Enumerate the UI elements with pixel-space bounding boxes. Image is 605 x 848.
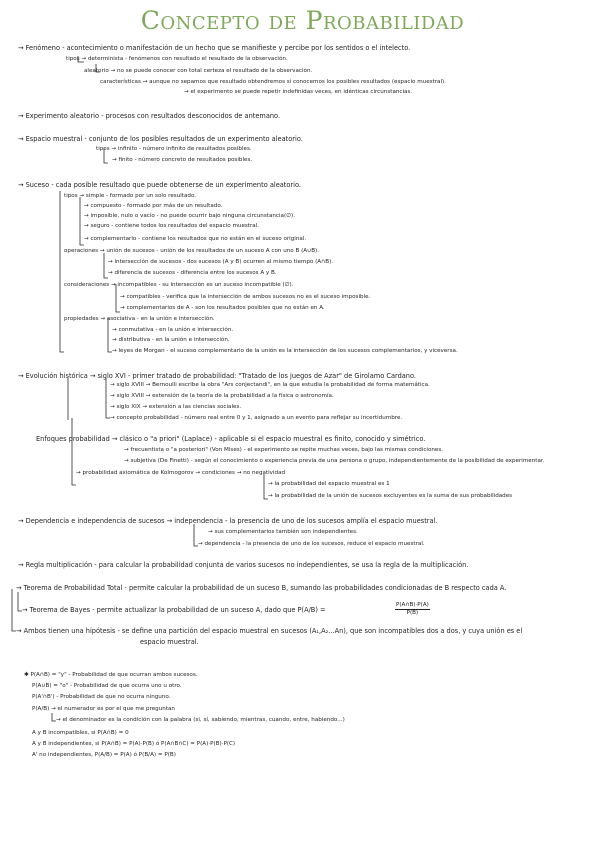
- suceso-propiedad-asociativa: propiedades → asociativa - en la unión e intersección.: [64, 316, 215, 322]
- page-title: Concepto de Probabilidad: [140, 6, 465, 35]
- nota-ninguno: P(A'∩B') - Probabilidad de que no ocurra ninguno.: [32, 694, 171, 700]
- enfoque-axiomatica: → probabilidad axiomática de Kolmogorov → condiciones → no negatividad: [76, 470, 286, 476]
- evolucion-siglo-xix: → siglo XIX → extensión a las ciencias sociales.: [110, 404, 242, 410]
- fenomeno-repeticion: → el experimento se puede repetir indefinidas veces, en idénticas circunstancias.: [184, 89, 413, 95]
- suceso-incompatibles: consideraciones → incompatibles - su intersección es un suceso incompatible (∅).: [64, 282, 294, 288]
- suceso-propiedad-conmutativa: → conmutativa - en la unión e intersección.: [112, 327, 234, 333]
- evolucion-concepto: → concepto probabilidad - número real entre 0 y 1, asignado a un evento para reflejar su incertidumbre.: [110, 415, 403, 421]
- fenomeno-tipo-aleatorio: aleatorio → no se puede conocer con total certeza el resultado de la observación.: [84, 68, 313, 74]
- suceso-operacion-union: operaciones → unión de sucesos - unión de los resultados de un suceso A con uno B (A∪B).: [64, 248, 320, 254]
- dependencia-complementarios: → sus complementarios también son independientes.: [208, 529, 358, 535]
- suceso-tipo-complementario: → complementario - contiene los resultados que no están en el suceso original.: [84, 236, 307, 242]
- teorema-probabilidad-total: → Teorema de Probabilidad Total - permite calcular la probabilidad de un suceso B, sumando las probabilidades condicionadas de B respecto cada A.: [16, 584, 507, 592]
- regla-multiplicacion: → Regla multiplicación - para calcular la probabilidad conjunta de varios sucesos no independientes, se usa la regla de la multiplicación.: [18, 561, 469, 569]
- bayes-numerator: P(A∩B)·P(A): [396, 602, 429, 608]
- fenomeno-tipo-determinista: tipos → determinista - fenómenos con resultado el resultado de la observación.: [66, 56, 288, 62]
- suceso-complementarios: → complementarios de A - son los resultados posibles que no están en A.: [120, 305, 325, 311]
- nota-condicionada-denominador: → el denominador es la condición con la palabra (si, sí, sabiendo, mientras, cuando, entre, habiendo...): [56, 717, 345, 723]
- teoremas-hipotesis: → Ambos tienen una hipótesis - se define una partición del espacio muestral en sucesos (A₁,A₂...An), que son incompatibles dos a dos, y cuya unión es el: [16, 627, 523, 635]
- suceso-tipo-compuesto: → compuesto - formado por más de un resultado.: [84, 203, 223, 209]
- nota-independientes: A y B independientes, si P(A∩B) = P(A)·P(B) ó P(A∩B∩C) = P(A)·P(B)·P(C): [32, 741, 236, 747]
- nota-incompatibles: A y B incompatibles, si P(A∩B) = 0: [32, 730, 129, 736]
- espacio-tipo-finito: → finito - número concreto de resultados posibles.: [112, 157, 253, 163]
- fenomeno-definition: → Fenómeno - acontecimiento o manifestación de un hecho que se manifieste y percibe por los sentidos o el intelecto.: [18, 44, 411, 52]
- suceso-tipo-seguro: → seguro - contiene todos los resultados del espacio muestral.: [84, 223, 260, 229]
- nota-condicionada-numerador: P(A/B) → el numerador es por el que me preguntan: [32, 706, 175, 712]
- dependencia-independencia: → Dependencia e independencia de sucesos → independencia - la presencia de uno de los sucesos amplía el espacio muestral.: [18, 517, 438, 525]
- teoremas-hipotesis-cont: espacio muestral.: [140, 638, 199, 646]
- dependencia-reduce: → dependencia - la presencia de uno de los sucesos, reduce el espacio muestral.: [198, 541, 425, 547]
- espacio-muestral-definition: → Espacio muestral - conjunto de los posibles resultados de un experimento aleatorio.: [18, 135, 303, 143]
- experimento-aleatorio: → Experimento aleatorio - procesos con resultados desconocidos de antemano.: [18, 112, 281, 120]
- suceso-leyes-morgan: → leyes de Morgan - el suceso complementario de la unión es la intersección de los sucesos complementarios, y viceversa.: [112, 348, 458, 354]
- suceso-propiedad-distributiva: → distributiva - en la unión e intersección.: [112, 337, 230, 343]
- enfoque-frecuentista: → frecuentista o "a posteriori" (Von Mises) - el experimento se repite muchas veces, bajo las mismas condiciones.: [124, 447, 444, 453]
- enfoque-subjetiva: → subjetiva (De Finetti) - según el conocimiento o experiencia previa de una persona o grupo, independientemente de la posibilidad de experimentar.: [124, 458, 545, 464]
- nota-interseccion: ✱ P(A∩B) = "y" - Probabilidad de que ocurran ambos sucesos.: [24, 672, 198, 678]
- teorema-bayes: → Teorema de Bayes - permite actualizar la probabilidad de un suceso A, dado que P(A/B) =: [22, 606, 326, 614]
- axioma-espacio-muestral: → la probabilidad del espacio muestral es 1: [268, 481, 390, 487]
- evolucion-bernoulli: → siglo XVIII → Bernoulli escribe la obra "Ars conjectandi", en la que estudia la probabilidad de forma matemática.: [110, 382, 430, 388]
- enfoque-clasico: Enfoques probabilidad → clásico o "a priori" (Laplace) - aplicable si el espacio muestral es finito, conocido y simétrico.: [36, 435, 426, 443]
- bayes-denominator: P(B): [406, 610, 419, 616]
- fenomeno-caracteristicas: características → aunque no sepamos que resultado obtendremos si conocemos los posibles resultados (espacio muestral).: [100, 79, 446, 85]
- axioma-union-excluyentes: → la probabilidad de la unión de sucesos excluyentes es la suma de sus probabilidades: [268, 493, 513, 499]
- evolucion-siglo-xviii: → siglo XVIII → extensión de la teoría de la probabilidad a la física o astronomía.: [110, 393, 334, 399]
- bayes-formula: [395, 602, 430, 617]
- nota-union: P(A∪B) = "o" - Probabilidad de que ocurra uno u otro.: [32, 683, 182, 689]
- suceso-tipo-imposible: → imposible, nulo o vacío - no puede ocurrir bajo ninguna circunstancia(∅).: [84, 213, 296, 219]
- suceso-definition: → Suceso - cada posible resultado que puede obtenerse de un experimento aleatorio.: [18, 181, 301, 189]
- suceso-operacion-interseccion: → intersección de sucesos - dos sucesos (A y B) ocurren al mismo tiempo (A∩B).: [108, 259, 334, 265]
- nota-no-independientes: A' no independientes, P(A/B) = P(A) ó P(B/A) = P(B): [32, 752, 176, 758]
- suceso-tipo-simple: tipos → simple - formado por un solo resultado.: [64, 193, 197, 199]
- evolucion-siglo-xvi: → Evolución histórica → siglo XVI - primer tratado de probabilidad: "Tratado de los juegos de Azar" de Girolamo Cardano.: [18, 372, 416, 380]
- espacio-tipo-infinito: tipos → infinito - número infinito de resultados posibles.: [96, 146, 252, 152]
- suceso-compatibles: → compatibles - verifica que la intersección de ambos sucesos no es el suceso imposible.: [120, 294, 371, 300]
- suceso-operacion-diferencia: → diferencia de sucesos - diferencia entre los sucesos A y B.: [108, 270, 277, 276]
